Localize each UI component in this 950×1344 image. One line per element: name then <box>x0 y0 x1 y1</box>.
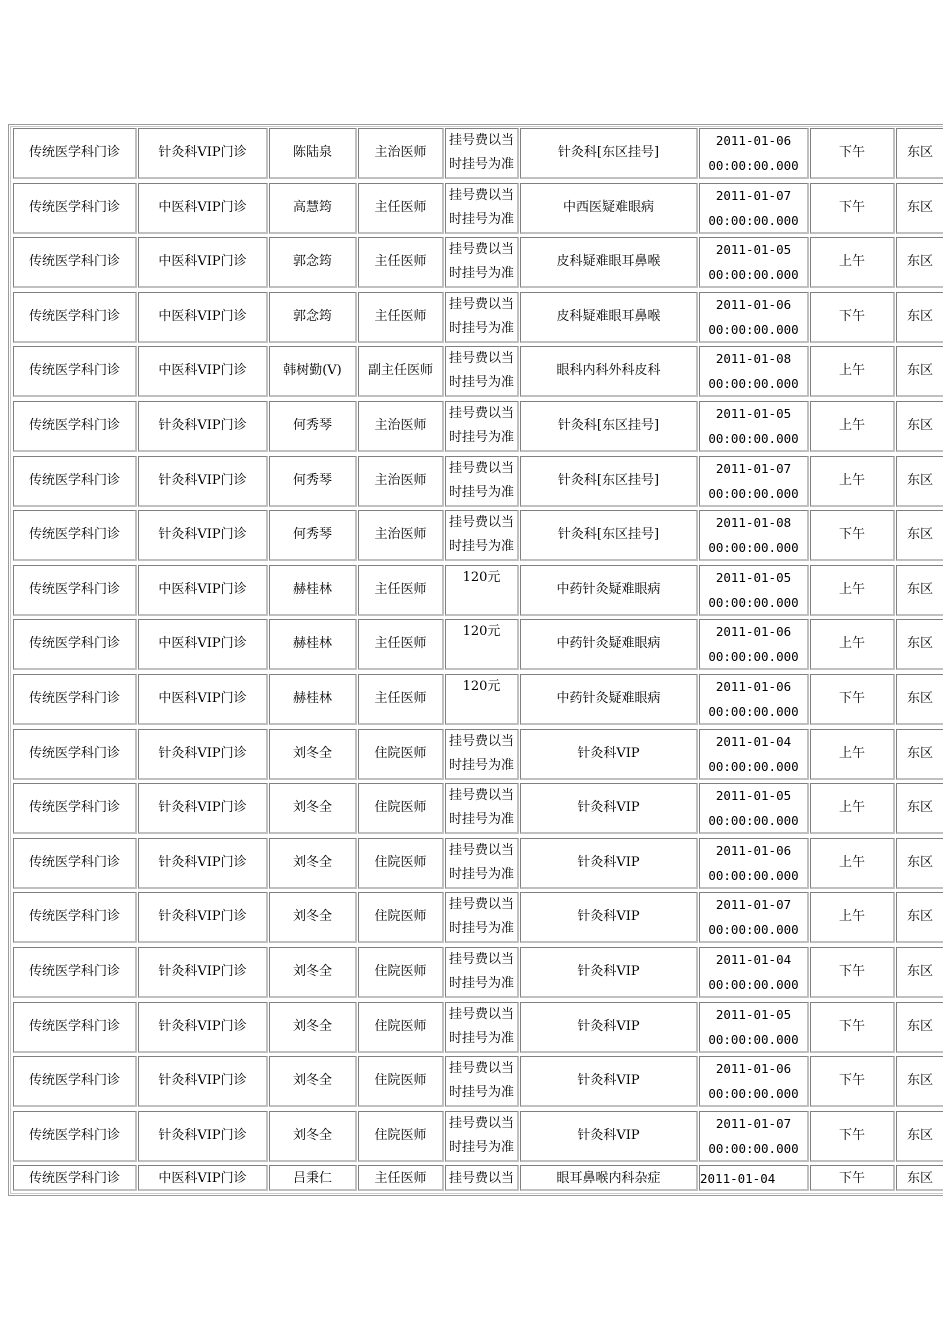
table-row <box>9 729 943 780</box>
table-row <box>9 346 943 397</box>
clinic-cell: 中医科VIP门诊 <box>138 237 268 288</box>
specialty-cell: 中西医疑难眼病 <box>520 183 698 234</box>
datetime-cell <box>699 237 809 288</box>
specialty-cell: 针灸科VIP <box>520 947 698 998</box>
time-text: 00:00:00.000 <box>708 321 799 337</box>
date-text: 2011-01-05 <box>715 242 792 258</box>
specialty-cell: 眼耳鼻喉内科杂症 <box>520 1165 698 1191</box>
date-text: 2011-01-06 <box>715 133 792 148</box>
doctor-title-cell: 主任医师 <box>358 565 444 616</box>
clinic-cell: 中医科VIP门诊 <box>138 565 268 616</box>
doctor-cell: 陈陆泉 <box>269 128 357 179</box>
area-cell: 东区 <box>896 619 943 670</box>
area-cell: 东区 <box>896 1002 943 1053</box>
table-row <box>9 783 943 834</box>
date-text: 2011-01-05 <box>715 406 792 421</box>
period-cell: 下午 <box>810 128 895 179</box>
datetime-cell <box>699 674 809 725</box>
date-text: 2011-01-08 <box>715 515 792 531</box>
doctor-title-cell: 主治医师 <box>358 456 444 507</box>
datetime-cell <box>699 346 809 397</box>
department-cell: 传统医学科门诊 <box>13 346 137 397</box>
datetime-cell <box>699 729 809 780</box>
datetime-cell <box>699 292 809 343</box>
period-cell: 下午 <box>810 1002 895 1053</box>
datetime-cell <box>699 892 809 943</box>
table-row <box>9 892 943 943</box>
doctor-title-cell: 副主任医师 <box>358 346 444 397</box>
doctor-cell: 何秀琴 <box>269 401 357 452</box>
department-cell: 传统医学科门诊 <box>13 674 137 725</box>
period-cell: 下午 <box>810 674 895 725</box>
clinic-cell: 中医科VIP门诊 <box>138 346 268 397</box>
specialty-cell: 针灸科[东区挂号] <box>520 456 698 507</box>
specialty-cell: 针灸科VIP <box>520 1002 698 1053</box>
doctor-title-cell: 住院医师 <box>358 892 444 943</box>
table-row <box>9 1056 943 1107</box>
clinic-cell: 中医科VIP门诊 <box>138 292 268 343</box>
doctor-cell: 赫桂林 <box>269 619 357 670</box>
clinic-cell: 针灸科VIP门诊 <box>138 1056 268 1107</box>
datetime-cell <box>699 947 809 998</box>
period-cell: 下午 <box>810 292 895 343</box>
specialty-cell: 中药针灸疑难眼病 <box>520 619 698 670</box>
time-text: 00:00:00.000 <box>708 376 799 392</box>
department-cell: 传统医学科门诊 <box>13 1111 137 1162</box>
department-cell: 传统医学科门诊 <box>13 729 137 780</box>
date-text: 2011-01-04 <box>715 733 792 749</box>
area-cell: 东区 <box>896 456 943 507</box>
time-text: 00:00:00.000 <box>708 158 799 173</box>
time-text: 00:00:00.000 <box>708 485 799 501</box>
clinic-cell: 针灸科VIP门诊 <box>138 783 268 834</box>
doctor-title-cell: 主任医师 <box>358 674 444 725</box>
fee-cell: 挂号费以当时挂号为准 <box>445 346 519 397</box>
fee-cell: 挂号费以当时挂号为准 <box>445 456 519 507</box>
department-cell: 传统医学科门诊 <box>13 838 137 889</box>
date-text: 2011-01-07 <box>715 187 792 203</box>
area-cell: 东区 <box>896 401 943 452</box>
period-cell: 下午 <box>810 510 895 561</box>
table-row <box>9 1111 943 1162</box>
period-cell: 上午 <box>810 729 895 780</box>
date-text: 2011-01-05 <box>715 788 792 804</box>
datetime-cell <box>699 1002 809 1053</box>
doctor-title-cell: 住院医师 <box>358 1111 444 1162</box>
doctor-title-cell: 住院医师 <box>358 783 444 834</box>
table-row <box>9 674 943 725</box>
time-text: 00:00:00.000 <box>708 212 799 228</box>
table-row <box>9 237 943 288</box>
date-text: 2011-01-06 <box>715 842 792 858</box>
specialty-cell: 针灸科VIP <box>520 1111 698 1162</box>
table-row <box>9 292 943 343</box>
period-cell: 下午 <box>810 1111 895 1162</box>
schedule-table <box>8 124 943 1196</box>
doctor-title-cell: 主治医师 <box>358 401 444 452</box>
date-text: 2011-01-06 <box>715 1061 792 1077</box>
doctor-title-cell: 住院医师 <box>358 729 444 780</box>
date-text: 2011-01-06 <box>715 679 792 694</box>
period-cell: 上午 <box>810 346 895 397</box>
table-row <box>9 947 943 998</box>
time-text: 00:00:00.000 <box>708 594 799 610</box>
fee-cell: 挂号费以当 <box>445 1165 519 1191</box>
area-cell: 东区 <box>896 783 943 834</box>
date-text: 2011-01-04 <box>700 1170 776 1186</box>
area-cell: 东区 <box>896 729 943 780</box>
doctor-title-cell: 主任医师 <box>358 292 444 343</box>
department-cell: 传统医学科门诊 <box>13 456 137 507</box>
clinic-cell: 针灸科VIP门诊 <box>138 947 268 998</box>
period-cell: 上午 <box>810 892 895 943</box>
date-text: 2011-01-07 <box>715 460 792 476</box>
department-cell: 传统医学科门诊 <box>13 1056 137 1107</box>
time-text: 00:00:00.000 <box>708 922 799 938</box>
period-cell: 上午 <box>810 237 895 288</box>
clinic-cell: 中医科VIP门诊 <box>138 1165 268 1191</box>
time-text: 00:00:00.000 <box>708 1086 799 1102</box>
area-cell: 东区 <box>896 1165 943 1191</box>
clinic-cell: 针灸科VIP门诊 <box>138 838 268 889</box>
department-cell: 传统医学科门诊 <box>13 1002 137 1053</box>
fee-cell: 120元 <box>445 674 519 725</box>
date-text: 2011-01-05 <box>715 569 792 585</box>
specialty-cell: 针灸科[东区挂号] <box>520 401 698 452</box>
area-cell: 东区 <box>896 292 943 343</box>
doctor-cell: 刘冬全 <box>269 947 357 998</box>
area-cell: 东区 <box>896 947 943 998</box>
fee-cell: 挂号费以当时挂号为准 <box>445 128 519 179</box>
doctor-cell: 刘冬全 <box>269 838 357 889</box>
datetime-cell <box>699 1165 809 1191</box>
area-cell: 东区 <box>896 237 943 288</box>
date-text: 2011-01-07 <box>715 1115 792 1131</box>
doctor-cell: 高慧筠 <box>269 183 357 234</box>
clinic-cell: 针灸科VIP门诊 <box>138 892 268 943</box>
clinic-cell: 中医科VIP门诊 <box>138 619 268 670</box>
datetime-cell <box>699 565 809 616</box>
area-cell: 东区 <box>896 1056 943 1107</box>
doctor-cell: 刘冬全 <box>269 1056 357 1107</box>
doctor-cell: 韩树勤(V) <box>269 346 357 397</box>
department-cell: 传统医学科门诊 <box>13 510 137 561</box>
specialty-cell: 针灸科VIP <box>520 729 698 780</box>
doctor-title-cell: 主任医师 <box>358 183 444 234</box>
period-cell: 下午 <box>810 1056 895 1107</box>
table-row <box>9 456 943 507</box>
table-row <box>9 183 943 234</box>
fee-cell: 挂号费以当时挂号为准 <box>445 401 519 452</box>
time-text: 00:00:00.000 <box>708 267 799 283</box>
clinic-cell: 针灸科VIP门诊 <box>138 456 268 507</box>
department-cell: 传统医学科门诊 <box>13 292 137 343</box>
department-cell: 传统医学科门诊 <box>13 401 137 452</box>
period-cell: 上午 <box>810 456 895 507</box>
doctor-cell: 刘冬全 <box>269 892 357 943</box>
table-row <box>9 510 943 561</box>
doctor-cell: 吕秉仁 <box>269 1165 357 1191</box>
fee-cell: 挂号费以当时挂号为准 <box>445 237 519 288</box>
area-cell: 东区 <box>896 1111 943 1162</box>
doctor-cell: 赫桂林 <box>269 565 357 616</box>
datetime-cell <box>699 838 809 889</box>
time-text: 00:00:00.000 <box>708 540 799 556</box>
department-cell: 传统医学科门诊 <box>13 947 137 998</box>
doctor-cell: 何秀琴 <box>269 456 357 507</box>
time-text: 00:00:00.000 <box>708 704 799 719</box>
time-text: 00:00:00.000 <box>708 1031 799 1047</box>
fee-cell: 120元 <box>445 565 519 616</box>
department-cell: 传统医学科门诊 <box>13 183 137 234</box>
doctor-cell: 郭念筠 <box>269 292 357 343</box>
table-row <box>9 565 943 616</box>
clinic-cell: 针灸科VIP门诊 <box>138 729 268 780</box>
specialty-cell: 皮科疑难眼耳鼻喉 <box>520 292 698 343</box>
time-text: 00:00:00.000 <box>708 813 799 829</box>
period-cell: 上午 <box>810 838 895 889</box>
fee-cell: 挂号费以当时挂号为准 <box>445 183 519 234</box>
doctor-title-cell: 主任医师 <box>358 619 444 670</box>
department-cell: 传统医学科门诊 <box>13 565 137 616</box>
fee-cell: 挂号费以当时挂号为准 <box>445 1111 519 1162</box>
doctor-title-cell: 住院医师 <box>358 1002 444 1053</box>
time-text: 00:00:00.000 <box>708 1140 799 1156</box>
fee-cell: 挂号费以当时挂号为准 <box>445 892 519 943</box>
date-text: 2011-01-07 <box>715 897 792 913</box>
time-text: 00:00:00.000 <box>708 431 799 446</box>
period-cell: 下午 <box>810 1165 895 1191</box>
datetime-cell <box>699 401 809 452</box>
period-cell: 上午 <box>810 401 895 452</box>
specialty-cell: 针灸科VIP <box>520 892 698 943</box>
clinic-cell: 针灸科VIP门诊 <box>138 401 268 452</box>
table-row <box>9 401 943 452</box>
date-text: 2011-01-08 <box>715 351 792 367</box>
datetime-cell <box>699 510 809 561</box>
table-row <box>9 619 943 670</box>
table-row <box>9 1002 943 1053</box>
time-text: 00:00:00.000 <box>708 649 799 665</box>
specialty-cell: 针灸科[东区挂号] <box>520 510 698 561</box>
doctor-cell: 刘冬全 <box>269 729 357 780</box>
time-text: 00:00:00.000 <box>708 977 799 992</box>
fee-cell: 120元 <box>445 619 519 670</box>
table-row <box>9 838 943 889</box>
doctor-title-cell: 主治医师 <box>358 510 444 561</box>
datetime-cell <box>699 783 809 834</box>
specialty-cell: 中药针灸疑难眼病 <box>520 565 698 616</box>
fee-cell: 挂号费以当时挂号为准 <box>445 783 519 834</box>
doctor-title-cell: 主治医师 <box>358 128 444 179</box>
table-row <box>9 128 943 179</box>
specialty-cell: 皮科疑难眼耳鼻喉 <box>520 237 698 288</box>
period-cell: 上午 <box>810 619 895 670</box>
time-text: 00:00:00.000 <box>708 867 799 883</box>
area-cell: 东区 <box>896 183 943 234</box>
fee-cell: 挂号费以当时挂号为准 <box>445 1056 519 1107</box>
doctor-cell: 刘冬全 <box>269 1002 357 1053</box>
datetime-cell <box>699 1111 809 1162</box>
datetime-cell <box>699 456 809 507</box>
specialty-cell: 针灸科VIP <box>520 783 698 834</box>
date-text: 2011-01-06 <box>715 296 792 312</box>
department-cell: 传统医学科门诊 <box>13 1165 137 1191</box>
doctor-cell: 郭念筠 <box>269 237 357 288</box>
doctor-cell: 何秀琴 <box>269 510 357 561</box>
doctor-title-cell: 住院医师 <box>358 1056 444 1107</box>
area-cell: 东区 <box>896 674 943 725</box>
period-cell: 下午 <box>810 947 895 998</box>
doctor-title-cell: 住院医师 <box>358 947 444 998</box>
period-cell: 上午 <box>810 565 895 616</box>
department-cell: 传统医学科门诊 <box>13 892 137 943</box>
doctor-title-cell: 主任医师 <box>358 237 444 288</box>
fee-cell: 挂号费以当时挂号为准 <box>445 1002 519 1053</box>
clinic-cell: 针灸科VIP门诊 <box>138 1111 268 1162</box>
datetime-cell <box>699 1056 809 1107</box>
date-text: 2011-01-04 <box>715 952 792 967</box>
area-cell: 东区 <box>896 346 943 397</box>
department-cell: 传统医学科门诊 <box>13 783 137 834</box>
clinic-cell: 中医科VIP门诊 <box>138 183 268 234</box>
clinic-cell: 针灸科VIP门诊 <box>138 1002 268 1053</box>
area-cell: 东区 <box>896 510 943 561</box>
department-cell: 传统医学科门诊 <box>13 237 137 288</box>
doctor-cell: 刘冬全 <box>269 1111 357 1162</box>
specialty-cell: 针灸科[东区挂号] <box>520 128 698 179</box>
clinic-cell: 中医科VIP门诊 <box>138 674 268 725</box>
datetime-cell <box>699 128 809 179</box>
fee-cell: 挂号费以当时挂号为准 <box>445 510 519 561</box>
datetime-cell <box>699 183 809 234</box>
doctor-title-cell: 住院医师 <box>358 838 444 889</box>
specialty-cell: 中药针灸疑难眼病 <box>520 674 698 725</box>
fee-cell: 挂号费以当时挂号为准 <box>445 838 519 889</box>
specialty-cell: 眼科内科外科皮科 <box>520 346 698 397</box>
area-cell: 东区 <box>896 838 943 889</box>
fee-cell: 挂号费以当时挂号为准 <box>445 947 519 998</box>
time-text: 00:00:00.000 <box>708 758 799 774</box>
doctor-cell: 刘冬全 <box>269 783 357 834</box>
department-cell: 传统医学科门诊 <box>13 619 137 670</box>
fee-cell: 挂号费以当时挂号为准 <box>445 729 519 780</box>
department-cell: 传统医学科门诊 <box>13 128 137 179</box>
area-cell: 东区 <box>896 565 943 616</box>
fee-cell: 挂号费以当时挂号为准 <box>445 292 519 343</box>
doctor-title-cell: 主任医师 <box>358 1165 444 1191</box>
datetime-cell <box>699 619 809 670</box>
area-cell: 东区 <box>896 128 943 179</box>
doctor-cell: 赫桂林 <box>269 674 357 725</box>
clinic-cell: 针灸科VIP门诊 <box>138 510 268 561</box>
period-cell: 下午 <box>810 183 895 234</box>
date-text: 2011-01-06 <box>715 624 792 640</box>
date-text: 2011-01-05 <box>715 1006 792 1022</box>
specialty-cell: 针灸科VIP <box>520 1056 698 1107</box>
area-cell: 东区 <box>896 892 943 943</box>
clinic-cell: 针灸科VIP门诊 <box>138 128 268 179</box>
specialty-cell: 针灸科VIP <box>520 838 698 889</box>
period-cell: 上午 <box>810 783 895 834</box>
table-row <box>9 1165 943 1196</box>
